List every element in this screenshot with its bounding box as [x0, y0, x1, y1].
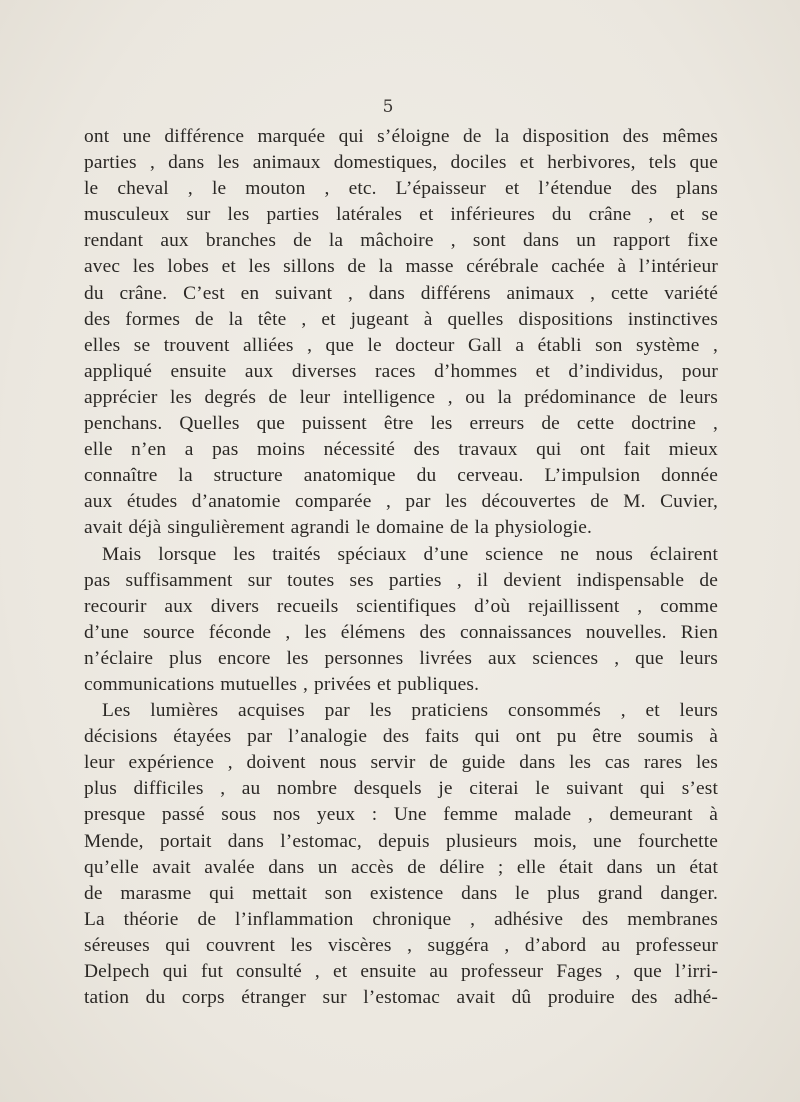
text-line: d’une source féconde , les élémens des connaissances nouvelles. Rien [84, 621, 718, 643]
text-line: Mende, portait dans l’estomac, depuis plusieurs mois, une fourchette [84, 830, 718, 852]
text-line: séreuses qui couvrent les viscères , suggéra , d’abord au professeur [84, 934, 718, 956]
text-line: appliqué ensuite aux diverses races d’hommes et d’individus, pour [84, 360, 718, 382]
text-line: plus difficiles , au nombre desquels je citerai le suivant qui s’est [84, 778, 718, 800]
text-line: avait déjà singulièrement agrandi le domaine de la physiologie. [84, 517, 592, 539]
text-line: connaître la structure anatomique du cerveau. L’impulsion donnée [84, 465, 718, 487]
text-line: n’éclaire plus encore les personnes livrées aux sciences , que leurs [84, 647, 718, 669]
text-line: qu’elle avait avalée dans un accès de délire ; elle était dans un état [84, 856, 718, 878]
text-line: elle n’en a pas moins nécessité des travaux qui ont fait mieux [84, 439, 718, 461]
text-line: Mais lorsque les traités spéciaux d’une science ne nous éclairent [102, 543, 718, 565]
text-line: apprécier les degrés de leur intelligence , ou la prédominance de leurs [84, 386, 718, 408]
text-line: La théorie de l’inflammation chronique , adhésive des membranes [84, 908, 718, 930]
text-line: elles se trouvent alliées , que le docteur Gall a établi son système , [84, 334, 718, 356]
text-line: presque passé sous nos yeux : Une femme malade , demeurant à [84, 804, 718, 826]
text-line: rendant aux branches de la mâchoire , sont dans un rapport fixe [84, 230, 718, 252]
text-line: communications mutuelles , privées et publiques. [84, 673, 480, 695]
text-line: parties , dans les animaux domestiques, dociles et herbivores, tels que [84, 152, 718, 174]
text-line: de marasme qui mettait son existence dans le plus grand danger. [84, 882, 718, 904]
text-line: tation du corps étranger sur l’estomac avait dû produire des adhé- [84, 987, 718, 1009]
text-line: du crâne. C’est en suivant , dans différens animaux , cette variété [84, 282, 718, 304]
text-line: aux études d’anatomie comparée , par les découvertes de M. Cuvier, [84, 491, 718, 513]
text-line: avec les lobes et les sillons de la masse cérébrale cachée à l’intérieur [84, 256, 718, 278]
text-line: des formes de la tête , et jugeant à quelles dispositions instinctives [84, 308, 718, 330]
text-line: le cheval , le mouton , etc. L’épaisseur et l’étendue des plans [84, 178, 718, 200]
text-line: leur expérience , doivent nous servir de guide dans les cas rares les [84, 752, 718, 774]
text-line: ont une différence marquée qui s’éloigne de la disposition des mêmes [84, 126, 718, 147]
text-line: Les lumières acquises par les praticiens consommés , et leurs [102, 700, 718, 722]
text-line: décisions étayées par l’analogie des faits qui ont pu être soumis à [84, 726, 718, 748]
text-line: penchans. Quelles que puissent être les erreurs de cette doctrine , [84, 413, 718, 435]
text-line: Delpech qui fut consulté , et ensuite au professeur Fages , que l’irri- [84, 961, 718, 982]
body-text [84, 124, 718, 1011]
text-line: pas suffisamment sur toutes ses parties , il devient indispensable de [84, 569, 718, 591]
text-line: recourir aux divers recueils scientifiques d’où rejaillissent , comme [84, 595, 718, 617]
page-number: 5 [382, 97, 394, 117]
text-line: musculeux sur les parties latérales et inférieures du crâne , et se [84, 204, 718, 226]
